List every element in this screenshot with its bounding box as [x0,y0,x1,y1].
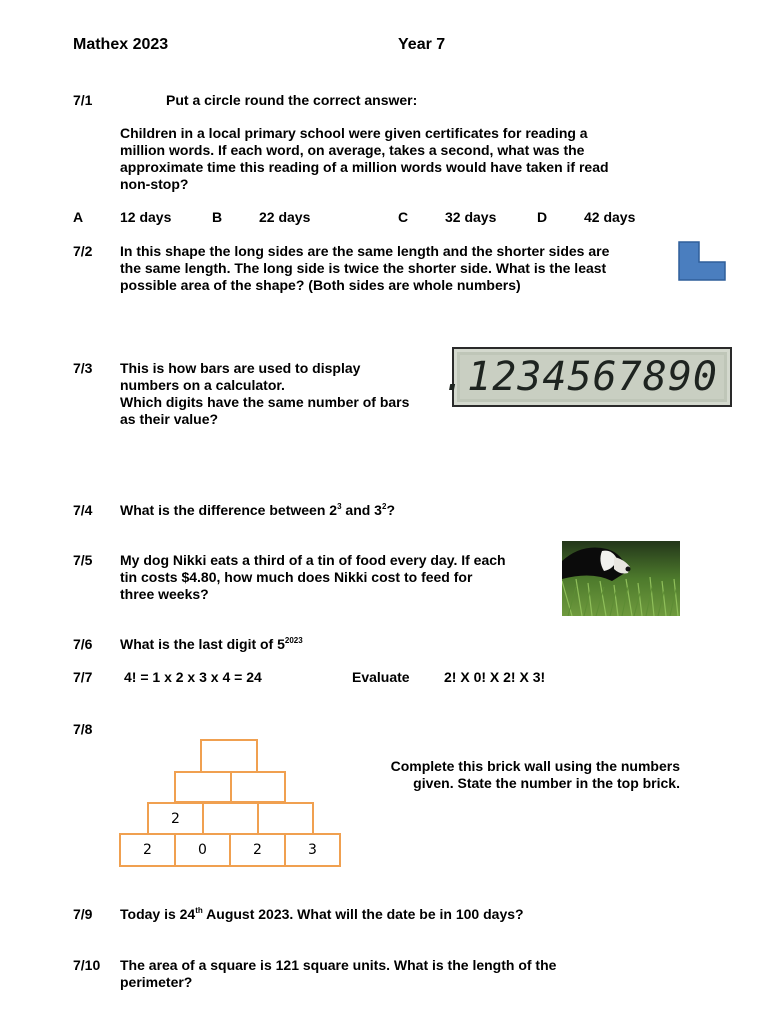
option-c-answer[interactable]: 32 days [445,209,497,225]
q9-text: Today is 24th August 2023. What will the date be in 100 days? [120,906,524,922]
option-c-letter: C [398,209,409,225]
brick-bottom-4: 3 [284,833,341,867]
q5-text: My dog Nikki eats a third of a tin of food every day. If each tin costs $4.80, how much does Nikki cost to feed for three weeks? [120,552,506,602]
question-number-3: 7/3 [73,360,93,376]
option-a-letter: A [73,209,84,225]
brick-row2-1[interactable]: 2 [147,802,204,835]
l-shape-figure [677,240,727,282]
q7-definition: 4! = 1 x 2 x 3 x 4 = 24 [124,669,262,685]
brick-bottom-1: 2 [119,833,176,867]
brick-row3-1[interactable] [174,771,232,803]
calculator-display-image [442,347,732,407]
q1-instruction: Put a circle round the correct answer: [166,92,418,108]
brick-top[interactable] [200,739,258,773]
question-number-7: 7/7 [73,669,93,685]
q3-text: This is how bars are used to display numbers on a calculator. Which digits have the same number of bars as their value? [120,360,410,427]
question-number-9: 7/9 [73,906,93,922]
question-number-1: 7/1 [73,92,93,108]
q7-expression: 2! X 0! X 2! X 3! [444,669,546,685]
q2-text: In this shape the long sides are the same length and the shorter sides are the same length. The long side is twice the shorter side. What is the least possible area of the shape? (Both sides are whole numbers) [120,243,610,293]
brick-bottom-3: 2 [229,833,286,867]
question-number-8: 7/8 [73,721,93,737]
dog-photo [562,541,680,616]
q1-text: Children in a local primary school were given certificates for reading a million words. If each word, on average, takes a second, what was the approximate time this reading of a million words would have taken if read non-stop? [120,125,609,192]
option-d-letter: D [537,209,548,225]
question-number-4: 7/4 [73,502,93,518]
brick-row2-3[interactable] [257,802,314,835]
option-b-answer[interactable]: 22 days [259,209,311,225]
question-number-2: 7/2 [73,243,93,259]
brick-row3-2[interactable] [230,771,286,803]
q8-text: Complete this brick wall using the numbers given. State the number in the top brick. [390,758,680,791]
q6-text: What is the last digit of $5^{2023}$ [120,636,303,652]
brick-bottom-2: 0 [174,833,231,867]
q7-evaluate-label: Evaluate [352,669,410,685]
option-b-letter: B [212,209,223,225]
q4-text: What is the difference between $2^3$ and $3^2$? [120,502,395,518]
question-number-10: 7/10 [73,957,101,973]
question-number-6: 7/6 [73,636,93,652]
q10-text: The area of a square is 121 square units. What is the length of the perimeter? [120,957,557,990]
brick-row2-2[interactable] [202,802,259,835]
page-title: Mathex 2023 [73,36,169,53]
question-number-5: 7/5 [73,552,93,568]
option-a-answer[interactable]: 12 days [120,209,172,225]
year-label: Year 7 [398,36,446,53]
calculator-digits: .1234567890 [460,355,724,399]
option-d-answer[interactable]: 42 days [584,209,636,225]
